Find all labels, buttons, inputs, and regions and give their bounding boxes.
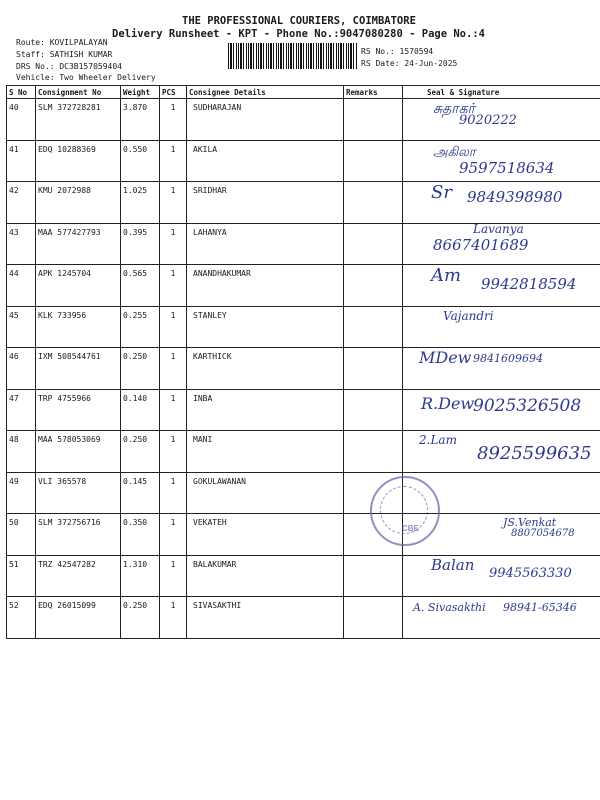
- handwritten-signature: R.Dew: [421, 393, 475, 413]
- row-weight: 0.250: [121, 348, 160, 390]
- handwritten-phone: 9025326508: [473, 395, 582, 416]
- delivery-table: [6, 85, 600, 639]
- col-weight-header: Weight: [121, 86, 160, 99]
- row-sno: 40: [7, 99, 36, 141]
- stamp-label: CBE: [402, 524, 419, 533]
- handwritten-signature: Vajandri: [443, 308, 494, 323]
- row-weight: 1.310: [121, 555, 160, 597]
- rs-number: RS No.: 1570594: [361, 47, 434, 56]
- row-sno: 50: [7, 514, 36, 556]
- col-pcs-header: PCS: [160, 86, 187, 99]
- row-pcs: 1: [160, 140, 187, 182]
- table-row: [7, 223, 600, 265]
- row-weight: 0.550: [121, 140, 160, 182]
- handwritten-phone: 9942818594: [481, 275, 577, 293]
- row-consignee-name: VEKATEH: [187, 514, 344, 556]
- handwritten-phone: 9841609694: [473, 352, 543, 365]
- vehicle-label: Vehicle: Two Wheeler Delivery: [16, 73, 156, 82]
- table-row: [7, 348, 600, 390]
- handwritten-signature: A. Sivasakthi: [413, 601, 486, 614]
- handwritten-signature: Lavanya: [473, 221, 524, 236]
- row-remarks: [344, 223, 403, 265]
- handwritten-signature: 2.Lam: [419, 433, 457, 447]
- row-consignee-name: SIVASAKTHI: [187, 597, 344, 639]
- barcode-image: [228, 43, 358, 69]
- col-remarks-header: Remarks: [344, 86, 403, 99]
- table-row: [7, 431, 600, 473]
- table-row: [7, 389, 600, 431]
- row-remarks: [344, 182, 403, 224]
- drs-number: DRS No.: DC3B157059404: [16, 62, 122, 71]
- row-consignee-name: LAHANYA: [187, 223, 344, 265]
- col-seal-header: Seal & Signature: [403, 86, 600, 99]
- row-remarks: [344, 99, 403, 141]
- handwritten-signature: Balan: [431, 555, 475, 574]
- row-signature-cell: [403, 306, 600, 348]
- row-pcs: 1: [160, 182, 187, 224]
- table-row: [7, 306, 600, 348]
- table-row: [7, 597, 600, 639]
- row-pcs: 1: [160, 223, 187, 265]
- row-weight: 0.250: [121, 597, 160, 639]
- row-signature-cell: [403, 597, 600, 639]
- row-weight: 0.145: [121, 472, 160, 514]
- row-sno: 42: [7, 182, 36, 224]
- row-remarks: [344, 431, 403, 473]
- handwritten-phone: 98941-65346: [503, 601, 577, 614]
- route-label: Route: KOVILPALAYAN: [16, 38, 108, 47]
- row-consignment-number: MAA 578053069: [36, 431, 121, 473]
- row-remarks: [344, 555, 403, 597]
- row-consignment-number: TRP 4755966: [36, 389, 121, 431]
- row-consignee-name: SRIDHAR: [187, 182, 344, 224]
- row-pcs: 1: [160, 555, 187, 597]
- row-signature-cell: [403, 431, 600, 473]
- row-consignee-name: SUDHARAJAN: [187, 99, 344, 141]
- row-sno: 46: [7, 348, 36, 390]
- col-consignee-header: Consignee Details: [187, 86, 344, 99]
- row-sno: 49: [7, 472, 36, 514]
- row-consignee-name: INBA: [187, 389, 344, 431]
- table-row: [7, 265, 600, 307]
- handwritten-phone: 9597518634: [459, 158, 555, 177]
- handwritten-phone: 9849398980: [467, 188, 563, 206]
- handwritten-signature: சுதாகர்: [433, 101, 475, 117]
- row-signature-cell: [403, 140, 600, 182]
- row-signature-cell: [403, 555, 600, 597]
- handwritten-phone: 8925599635: [477, 443, 592, 464]
- office-stamp: [370, 476, 440, 546]
- handwritten-phone: 8667401689: [433, 235, 529, 254]
- row-sno: 41: [7, 140, 36, 182]
- row-consignee-name: GOKULAWANAN: [187, 472, 344, 514]
- row-sno: 47: [7, 389, 36, 431]
- row-sno: 48: [7, 431, 36, 473]
- row-signature-cell: [403, 348, 600, 390]
- row-consignee-name: MANI: [187, 431, 344, 473]
- row-pcs: 1: [160, 597, 187, 639]
- row-signature-cell: [403, 265, 600, 307]
- row-signature-cell: [403, 389, 600, 431]
- row-remarks: [344, 389, 403, 431]
- document-subtitle: Delivery Runsheet - KPT - Phone No.:9047080280 - Page No.:4: [112, 28, 485, 40]
- row-consignment-number: IXM 508544761: [36, 348, 121, 390]
- handwritten-signature: அகிலா: [433, 144, 476, 160]
- row-weight: 0.255: [121, 306, 160, 348]
- row-pcs: 1: [160, 514, 187, 556]
- row-pcs: 1: [160, 265, 187, 307]
- row-signature-cell: [403, 223, 600, 265]
- row-remarks: [344, 348, 403, 390]
- row-consignment-number: MAA 577427793: [36, 223, 121, 265]
- row-sno: 52: [7, 597, 36, 639]
- row-sno: 43: [7, 223, 36, 265]
- row-consignment-number: SLM 372728281: [36, 99, 121, 141]
- row-consignment-number: EDQ 10288369: [36, 140, 121, 182]
- row-signature-cell: [403, 182, 600, 224]
- row-weight: 0.395: [121, 223, 160, 265]
- row-weight: 0.350: [121, 514, 160, 556]
- table-row: [7, 555, 600, 597]
- row-consignee-name: ANANDHAKUMAR: [187, 265, 344, 307]
- row-remarks: [344, 597, 403, 639]
- handwritten-phone: 9020222: [459, 113, 517, 128]
- row-pcs: 1: [160, 431, 187, 473]
- row-weight: 0.565: [121, 265, 160, 307]
- row-sno: 44: [7, 265, 36, 307]
- staff-label: Staff: SATHISH KUMAR: [16, 50, 113, 59]
- row-weight: 0.140: [121, 389, 160, 431]
- row-pcs: 1: [160, 389, 187, 431]
- table-row: [7, 472, 600, 514]
- document-title: THE PROFESSIONAL COURIERS, COIMBATORE: [182, 15, 416, 27]
- row-sno: 45: [7, 306, 36, 348]
- row-remarks: [344, 140, 403, 182]
- table-row: [7, 99, 600, 141]
- handwritten-signature: Am: [431, 265, 462, 286]
- handwritten-signature: MDew: [419, 348, 472, 367]
- row-pcs: 1: [160, 306, 187, 348]
- row-weight: 1.025: [121, 182, 160, 224]
- row-consignee-name: AKILA: [187, 140, 344, 182]
- table-row: [7, 514, 600, 556]
- row-signature-cell: [403, 99, 600, 141]
- table-header-row: [7, 86, 600, 99]
- row-sno: 51: [7, 555, 36, 597]
- row-consignment-number: VLI 365578: [36, 472, 121, 514]
- col-sno-header: S No: [7, 86, 36, 99]
- row-consignee-name: BALAKUMAR: [187, 555, 344, 597]
- handwritten-phone: 8807054678: [511, 528, 575, 539]
- row-pcs: 1: [160, 348, 187, 390]
- table-row: [7, 182, 600, 224]
- row-consignment-number: KLK 733956: [36, 306, 121, 348]
- row-consignment-number: SLM 372756716: [36, 514, 121, 556]
- row-pcs: 1: [160, 99, 187, 141]
- handwritten-signature: JS.Venkat: [503, 516, 557, 529]
- row-consignment-number: APK 1245704: [36, 265, 121, 307]
- row-consignment-number: TRZ 42547282: [36, 555, 121, 597]
- table-row: [7, 140, 600, 182]
- rs-date: RS Date: 24-Jun-2025: [361, 59, 458, 68]
- row-pcs: 1: [160, 472, 187, 514]
- col-consignment-header: Consignment No: [36, 86, 121, 99]
- handwritten-signature: Sr: [431, 182, 452, 203]
- row-remarks: [344, 265, 403, 307]
- row-consignee-name: STANLEY: [187, 306, 344, 348]
- row-remarks: [344, 306, 403, 348]
- row-weight: 0.250: [121, 431, 160, 473]
- row-consignment-number: EDQ 26015099: [36, 597, 121, 639]
- row-consignee-name: KARTHICK: [187, 348, 344, 390]
- row-consignment-number: KMU 2072988: [36, 182, 121, 224]
- handwritten-phone: 9945563330: [489, 565, 572, 581]
- row-weight: 3.870: [121, 99, 160, 141]
